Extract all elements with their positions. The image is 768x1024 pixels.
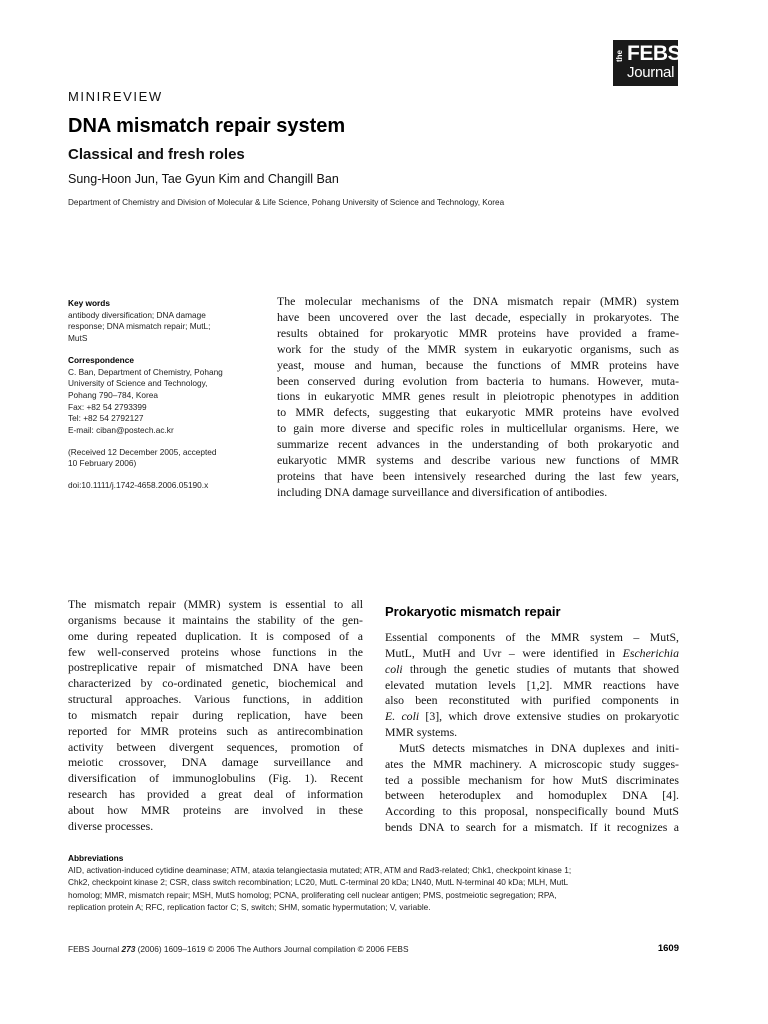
keywords-line: MutS [68,333,88,344]
abbreviations-line: homolog; MMR, mismatch repair; MSH, MutS homolog; PCNA, proliferating cell nuclear antigen; PMS, postmeiotic segregation; RPA, [68,889,557,900]
keywords-line: response; DNA mismatch repair; MutL; [68,321,211,332]
body-line: meiotic crossover, DNA damage surveillance and [68,755,363,770]
abstract [277,294,679,501]
species-name: coli [385,661,403,676]
author-affiliation: Department of Chemistry and Division of Molecular & Life Science, Pohang University of Science and Technology, Korea [68,198,505,207]
body-line: ome during repeated duplication. It is composed of a [68,628,363,643]
author-list: Sung-Hoon Jun, Tae Gyun Kim and Changill Ban [68,172,339,186]
fax-number: Fax: +82 54 2793399 [68,401,147,412]
correspondence-heading: Correspondence [68,354,134,365]
tel-number: Tel: +82 54 2792127 [68,413,144,424]
journal-name: FEBS Journal [68,944,122,954]
abstract-line: been conserved during evolution from bacteria to humans. However, muta- [277,373,679,388]
body-line: organisms because it maintains the stability of the gen- [68,612,363,627]
body-text: [3], which drove extensive studies on prokaryotic [419,709,679,724]
body-text: MutL, MutH and Uvr – were identified in [385,645,623,660]
body-line: ted a possible mechanism for how MutS discriminates [385,772,679,787]
introduction-paragraph [68,597,363,835]
body-line: characterized by co-ordinated genetic, biochemical and [68,676,363,691]
abstract-line: proteins that have been intensively researched during the last few years, [277,468,679,483]
body-line [385,709,679,725]
page-number: 1609 [657,943,679,954]
doi-link[interactable]: doi:10.1111/j.1742-4658.2006.05190.x [68,480,209,491]
logo-the-text: the [615,50,624,62]
logo-febs-text: FEBS [627,42,682,65]
body-line: bends DNA to search for a mismatch. If it recognizes a [385,820,679,835]
article-info-sidebar [68,298,258,492]
article-category: MINIREVIEW [68,89,163,104]
body-text: through the genetic studies of mutants that showed [402,661,679,676]
body-line: structural approaches. Various functions, in addition [68,692,363,707]
abstract-line: work for the study of the MMR system in eukaryotic organisms, such as [277,341,679,356]
body-line: postreplicative repair of mismatched DNA have been [68,660,363,675]
body-line: The mismatch repair (MMR) system is essential to all [68,597,363,611]
abstract-line: have been uncovered over the last decade, especially in prokaryotes. The [277,309,679,324]
body-line: activity between divergent sequences, promotion of [68,739,363,754]
article-title: DNA mismatch repair system [68,115,346,137]
abbreviations-line: replication protein A; RFC, replication factor C; S, switch; SHM, somatic hypermutation; V, variable. [68,901,431,912]
abbreviations-line: Chk2, checkpoint kinase 2; CSR, class switch recombination; LC20, MutL C-terminal 20 kDa; LN40, MutL N-terminal 40 kDa; MLH, MutL [68,877,569,888]
article-subtitle: Classical and fresh roles [68,146,245,163]
body-line: MMR systems. [385,725,458,740]
febs-journal-logo [613,40,682,86]
abstract-line: to gain more diverse and specific roles in multicellular organisms. Here, we [277,421,679,436]
body-line: between heteroduplex and homoduplex DNA [4]. [385,788,679,803]
body-line: about how MMR proteins are involved in these [68,802,363,817]
abstract-line: eukaryotic MMR systems and describe various new functions of MMR [277,453,679,468]
species-name: E. coli [385,709,420,724]
body-line: ates the MMR machinery. A microscopic study sugges- [385,756,679,771]
abbreviations-block [68,852,679,913]
body-line: diverse processes. [68,818,154,833]
body-line: elevated mutation levels [1,2]. MMR reactions have [385,677,679,692]
abstract-line: yeast, mouse and human, because the functions of MMR proteins have [277,357,679,372]
body-line: diversification of immunoglobulins (Fig. 1). Recent [68,771,363,786]
email-address: E-mail: ciban@postech.ac.kr [68,425,174,436]
abbreviations-heading: Abbreviations [68,853,124,863]
abstract-line: summarize recent advances in the understanding of both prokaryotic and [277,437,679,452]
body-line: to mismatch repair during replication, have been [68,707,363,722]
body-line: According to this proposal, nonspecifically bound MutS [385,804,679,819]
abstract-line: The molecular mechanisms of the DNA mismatch repair (MMR) system [277,294,679,308]
journal-citation [68,944,409,954]
species-name: Escherichia [622,645,679,660]
body-line: few well-conserved proteins whose functions in the [68,644,363,659]
keywords-heading: Key words [68,298,110,308]
keywords-line: antibody diversification; DNA damage [68,309,206,320]
abstract-line: including DNA damage surveillance and diversification of antibodies. [277,484,608,499]
logo-journal-text: Journal [627,64,675,81]
correspondence-line: Pohang 790–784, Korea [68,389,158,400]
body-line [385,646,679,662]
body-line: MutS detects mismatches in DNA duplexes and initi- [399,740,679,755]
body-line: research has provided a great deal of information [68,787,363,802]
section-heading: Prokaryotic mismatch repair [385,604,561,619]
correspondence-line: C. Ban, Department of Chemistry, Pohang [68,366,223,377]
volume-number: 273 [121,944,136,954]
received-date: 10 February 2006) [68,458,137,469]
body-line: Essential components of the MMR system – MutS, [385,630,679,644]
copyright-text: (2006) 1609–1619 © 2006 The Authors Journal compilation © 2006 FEBS [135,944,409,954]
abstract-line: tions in eukaryotic MMR genes result in pleiotropic phenotypes in addition [277,389,679,404]
correspondence-line: University of Science and Technology, [68,378,208,389]
body-line: also been reconstituted with purified components in [385,693,679,708]
body-line [385,662,679,678]
abstract-line: to MMR defects, suggesting that eukaryotic MMR proteins have evolved [277,405,679,420]
body-line: reported for MMR proteins such as antirecombination [68,723,363,738]
received-date: (Received 12 December 2005, accepted [68,446,217,457]
abstract-line: results obtained for prokaryotic MMR proteins have provided a frame- [277,325,679,340]
abbreviations-line: AID, activation-induced cytidine deaminase; ATM, ataxia telangiectasia mutated; ATR, ATM and Rad3-related; Chk1, checkpoint kinase 1; [68,865,572,876]
prokaryotic-section-body [385,630,679,836]
